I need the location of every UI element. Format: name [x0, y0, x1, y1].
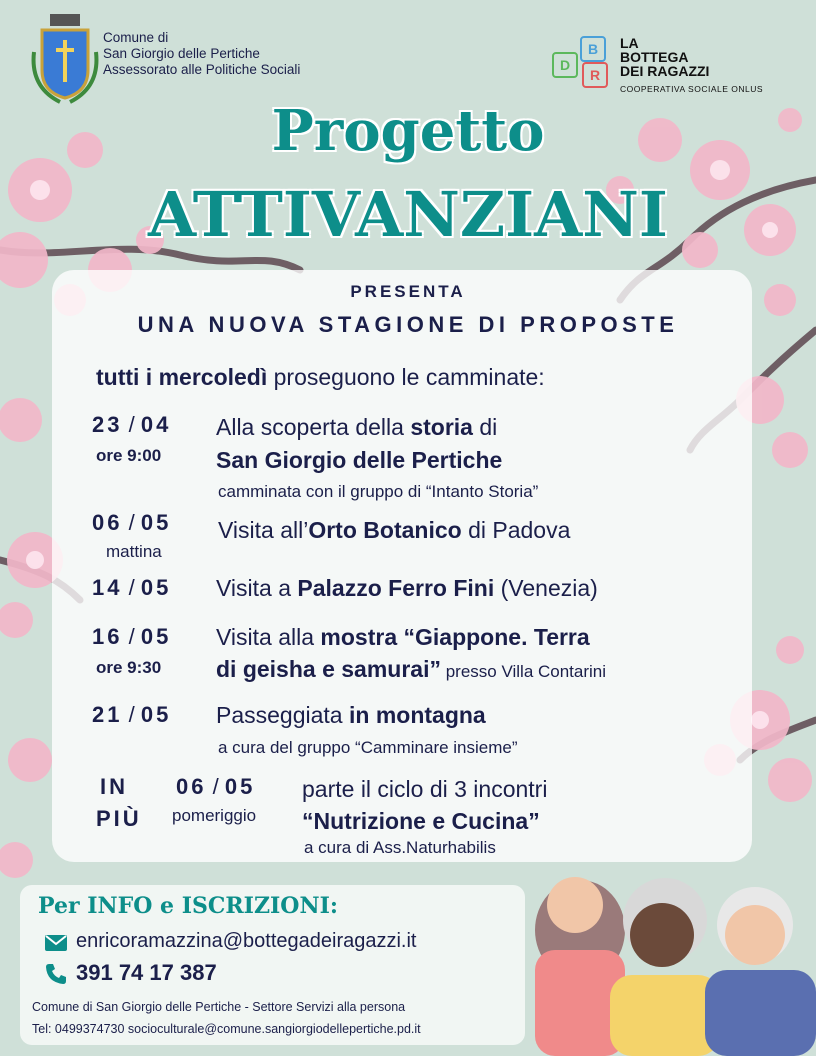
comune-line-2: San Giorgio delle Pertiche [103, 46, 260, 61]
seniors-illustration [535, 877, 816, 1056]
season-heading: UNA NUOVA STAGIONE DI PROPOSTE [137, 312, 679, 337]
title-line-1: Progetto [271, 98, 545, 164]
mail-icon [44, 934, 68, 952]
cube-d: D [552, 52, 578, 78]
event-1-date: 23 / 04 [92, 412, 172, 437]
event-1-line-1: Alla scoperta della storia di [216, 414, 498, 440]
event-6-label-2: PIÙ [96, 806, 142, 831]
contact-phone[interactable]: 391 74 17 387 [76, 960, 217, 985]
event-3-date: 14 / 05 [92, 575, 172, 600]
event-5-line-1: Passeggiata in montagna [216, 702, 486, 728]
cube-b: B [580, 36, 606, 62]
event-4-line-1: Visita alla mostra “Giappone. Terra [216, 624, 590, 650]
program-panel [52, 270, 752, 862]
contact-email[interactable]: enricoramazzina@bottegadeiragazzi.it [76, 930, 417, 952]
footer-line-2: Tel: 0499374730 socioculturale@comune.sangiorgiodellepertiche.pd.it [32, 1022, 421, 1036]
event-6-date: 06 / 05 [176, 774, 256, 799]
comune-line-3: Assessorato alle Politiche Sociali [103, 62, 301, 77]
event-3-line-1: Visita a Palazzo Ferro Fini (Venezia) [216, 575, 598, 601]
coat-of-arms-logo [30, 12, 100, 104]
comune-line-1: Comune di [103, 30, 169, 45]
title-line-2: ATTIVANZIANI [148, 178, 668, 251]
event-6-line-1: parte il ciclo di 3 incontri [302, 776, 548, 802]
event-2-time: mattina [106, 542, 162, 561]
partner-line-1: LA [620, 35, 639, 51]
partner-cubes-logo [550, 36, 612, 84]
event-5-line-2: a cura del gruppo “Camminare insieme” [218, 738, 518, 757]
event-1-line-2: San Giorgio delle Pertiche [216, 447, 503, 473]
event-6-time: pomeriggio [172, 806, 257, 825]
presenta-label: PRESENTA [350, 282, 466, 301]
event-4-date: 16 / 05 [92, 624, 172, 649]
event-2-line-1: Visita all’Orto Botanico di Padova [218, 517, 571, 543]
event-1-line-3: camminata con il gruppo di “Intanto Storia” [218, 482, 539, 501]
intro-bold: tutti i mercoledì [96, 364, 268, 390]
info-title: Per INFO e ISCRIZIONI: [38, 893, 338, 919]
partner-subtitle: COOPERATIVA SOCIALE ONLUS [620, 84, 764, 94]
event-5-date: 21 / 05 [92, 702, 172, 727]
event-4-time: ore 9:30 [96, 658, 162, 677]
partner-line-2: BOTTEGA [620, 49, 689, 65]
wednesdays-intro [96, 364, 545, 391]
comune-heading [103, 30, 300, 78]
footer-line-1: Comune di San Giorgio delle Pertiche - Settore Servizi alla persona [32, 1000, 406, 1014]
event-4-line-2: di geisha e samurai” presso Villa Contarini [216, 656, 607, 682]
event-6-line-3: a cura di Ass.Naturhabilis [304, 838, 496, 857]
event-2-date: 06 / 05 [92, 510, 172, 535]
event-6-line-2: “Nutrizione e Cucina” [302, 808, 540, 834]
phone-icon [44, 962, 68, 986]
partner-line-3: DEI RAGAZZI [620, 63, 710, 79]
event-6-label-1: IN [100, 774, 128, 799]
event-1-time: ore 9:00 [96, 446, 162, 465]
partner-name [620, 36, 709, 78]
intro-rest: proseguono le camminate: [267, 364, 545, 390]
cube-r: R [582, 62, 608, 88]
